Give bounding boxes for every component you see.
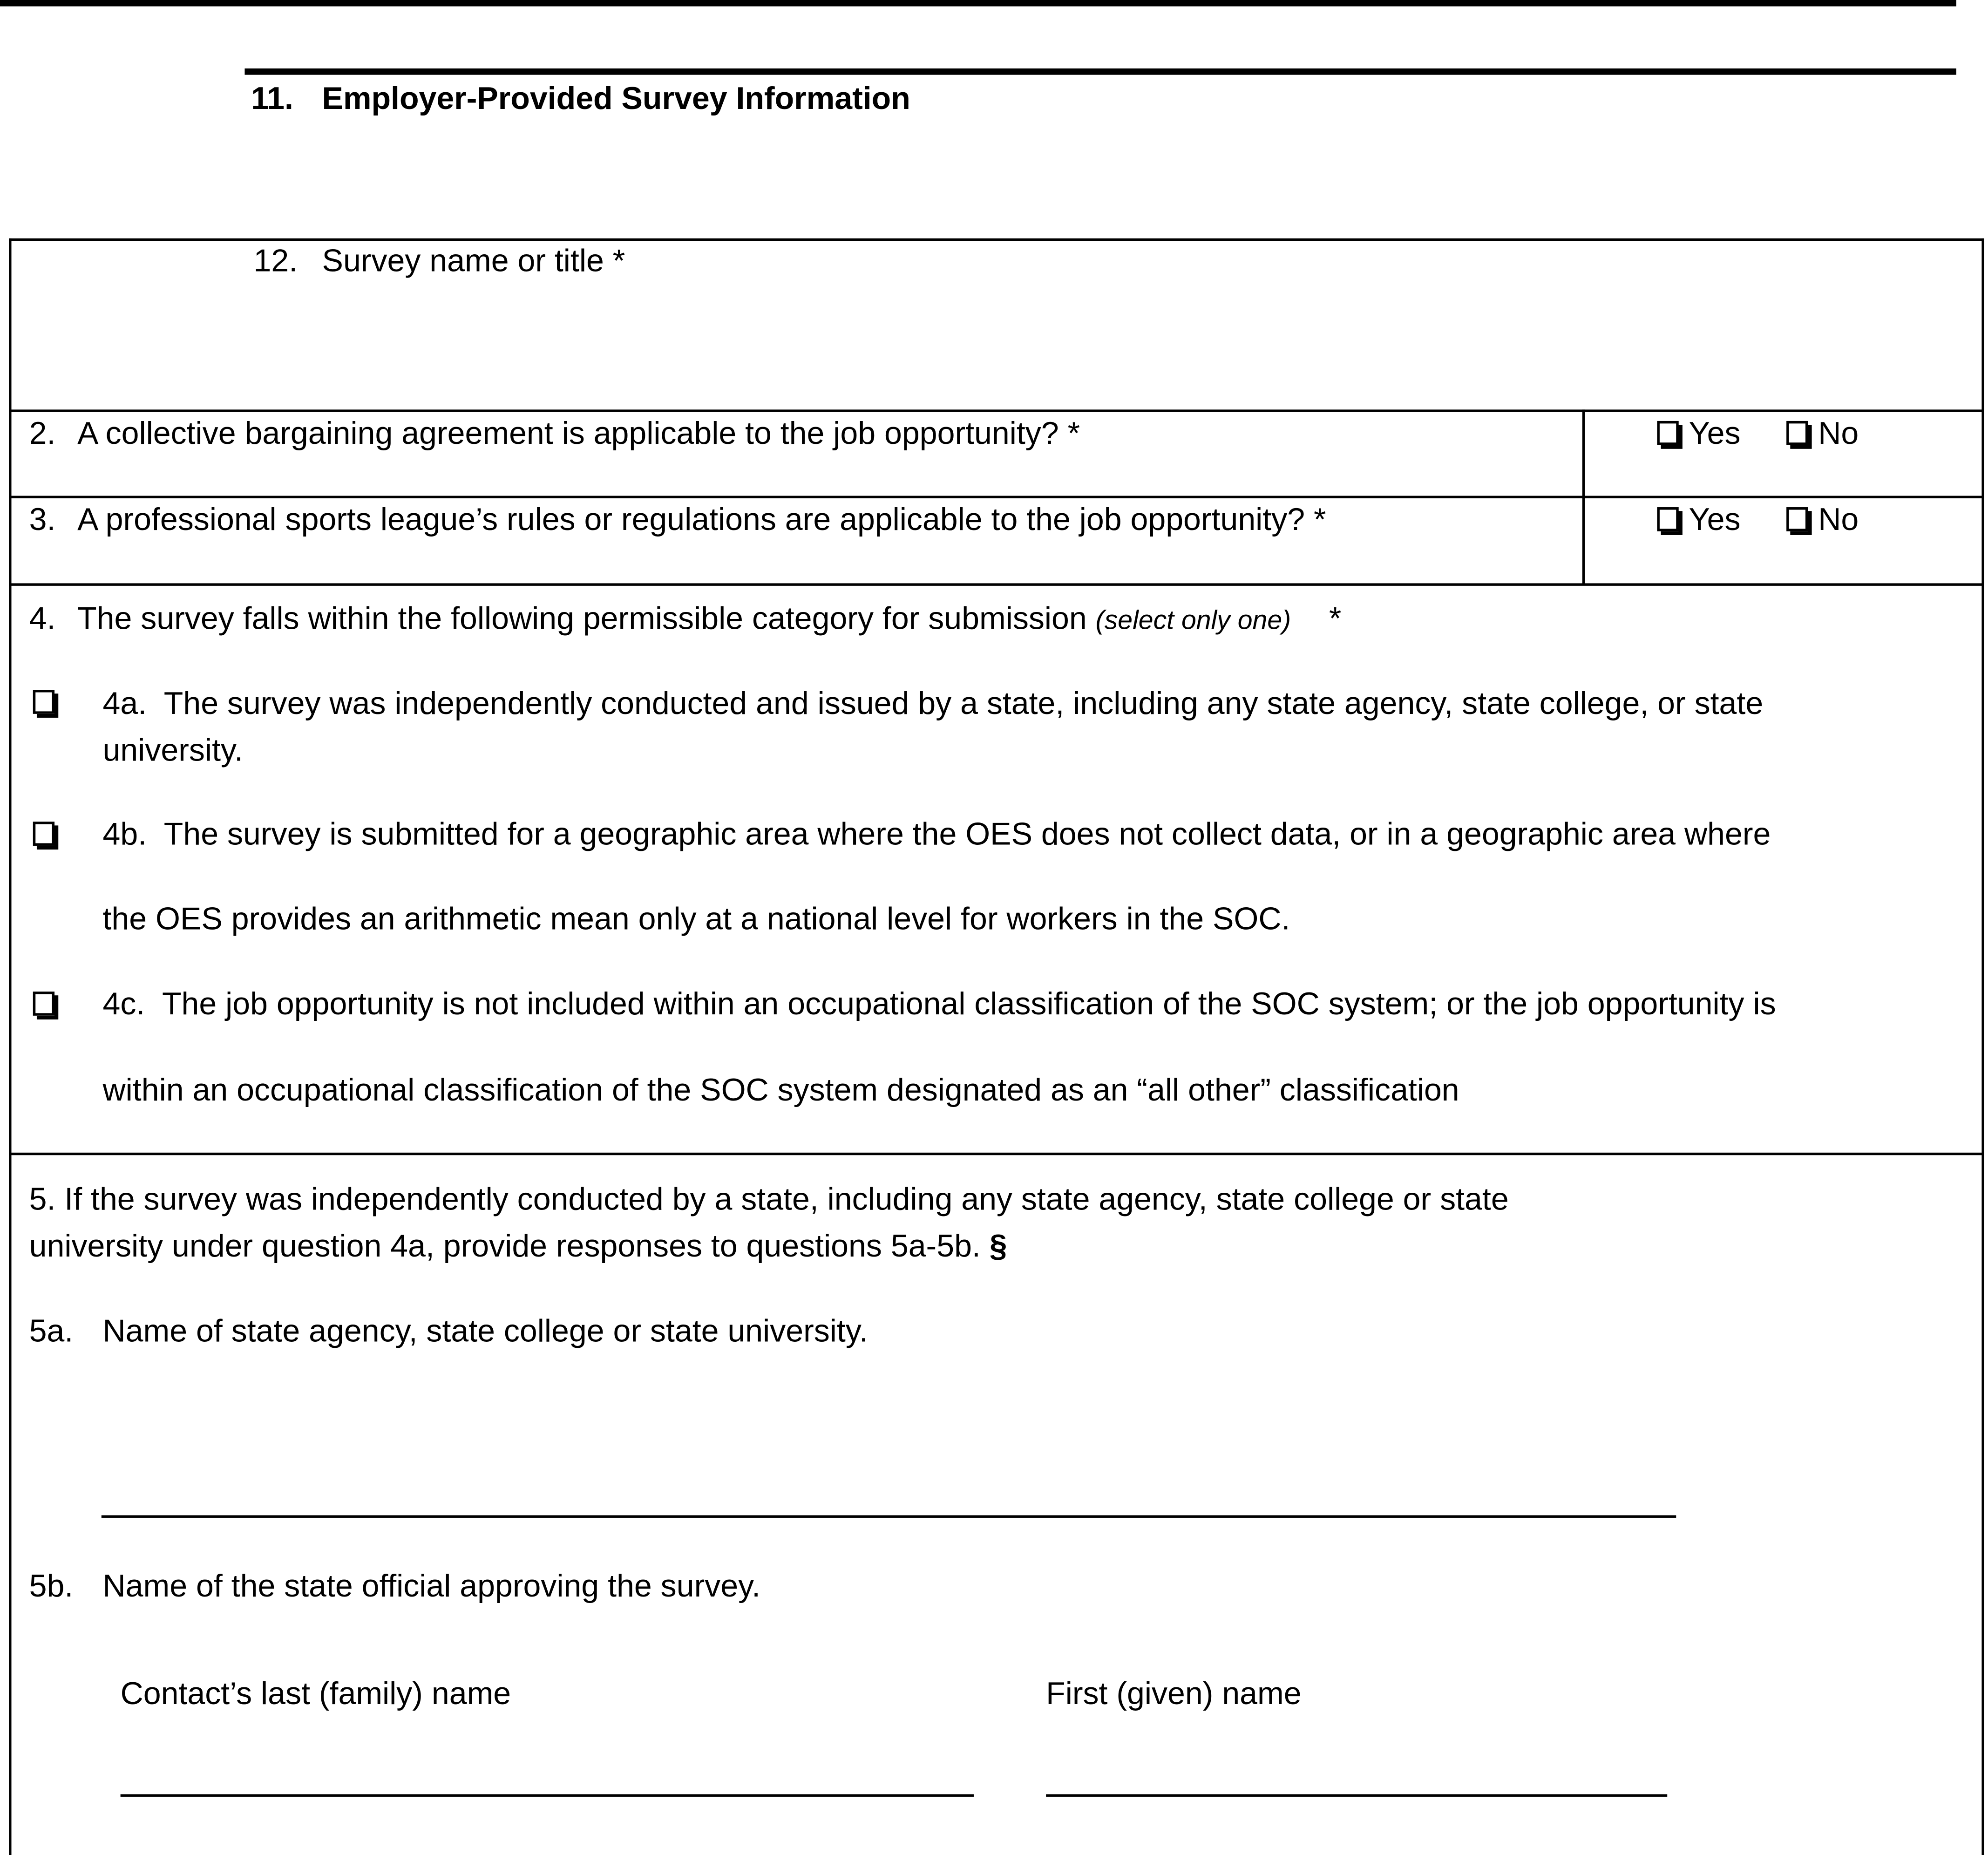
checkbox[interactable] [1657,421,1678,445]
no-label: No [1818,416,1859,452]
option-4b-checkbox[interactable] [33,822,54,846]
option-text: The survey was independently conducted and issued by a state, including any state agency, state college, or state [163,686,1764,722]
option-4a-checkbox[interactable] [33,690,54,714]
q5b-label: Name of the state official approving the survey. [102,1568,761,1604]
q4-note: (select only one) [1095,606,1291,636]
option-4a-line2: university. [102,733,243,768]
last-name-label: Contact’s last (family) name [120,1676,511,1712]
no-label: No [1818,502,1859,538]
option-4c-line2: within an occupational classification of the SOC system designated as an “all other” classification [102,1073,1459,1108]
divider [9,1153,1984,1155]
checkbox[interactable] [1657,507,1678,531]
q3-label: A professional sports league’s rules or regulations are applicable to the job opportunity? * [77,502,1326,538]
q3-no-option[interactable] [1786,501,1859,539]
q5b-number: 5b. [29,1568,74,1604]
q5-line1: 5. If the survey was independently conducted by a state, including any state agency, state college or state [29,1182,1509,1217]
q2-number: 2. [29,416,56,452]
q2-yes-option[interactable] [1657,414,1740,453]
q2-label: A collective bargaining agreement is applicable to the job opportunity? * [77,416,1080,452]
section-rule [244,68,1956,75]
q5-text: university under question 4a, provide responses to questions 5a-5b. [29,1229,981,1264]
option-id: 4c. [102,986,145,1022]
checkbox[interactable] [1786,507,1808,531]
q5-line2 [29,1227,1007,1265]
option-4c-checkbox[interactable] [33,992,54,1016]
q4-text: The survey falls within the following permissible category for submission [77,601,1087,637]
q5a-number: 5a. [29,1313,74,1349]
yes-label: Yes [1689,416,1741,452]
yes-label: Yes [1689,502,1741,538]
checkbox[interactable] [1786,421,1808,445]
last-name-input[interactable] [121,1794,974,1796]
q5a-label: Name of state agency, state college or state university. [102,1313,868,1349]
option-4b-line2: the OES provides an arithmetic mean only at a national level for workers in the SOC. [102,901,1290,938]
survey-name-input[interactable] [317,285,1940,400]
option-id: 4a. [102,686,147,722]
required-mark: * [1329,601,1342,637]
option-text: The job opportunity is not included within an occupational classification of the SOC system; or the job opportunity is [162,986,1776,1022]
top-rule [0,0,1956,7]
state-agency-input[interactable] [102,1515,1676,1518]
option-4a-line1 [103,685,1764,723]
q12-label: Survey name or title * [322,243,625,279]
q4-label [77,600,1341,640]
q3-number: 3. [29,502,56,538]
q4-number: 4. [29,601,56,637]
first-name-input[interactable] [1046,1794,1667,1796]
option-text: The survey is submitted for a geographic area where the OES does not collect data, or in a geographic area where [163,816,1771,852]
divider [9,409,1984,412]
first-name-label: First (given) name [1046,1676,1302,1712]
q3-yes-option[interactable] [1657,501,1740,539]
q12-number: 12. [253,243,298,279]
option-id: 4b. [102,816,147,852]
divider [9,496,1984,498]
option-4b-line1 [103,815,1771,854]
q2-no-option[interactable] [1786,414,1859,453]
section-title: Employer-Provided Survey Information [322,81,910,117]
divider [9,583,1984,585]
section-symbol: § [989,1229,1007,1264]
section-number: 11. [251,81,293,117]
form-box [9,238,1984,1855]
option-4c-line1 [103,985,1776,1023]
